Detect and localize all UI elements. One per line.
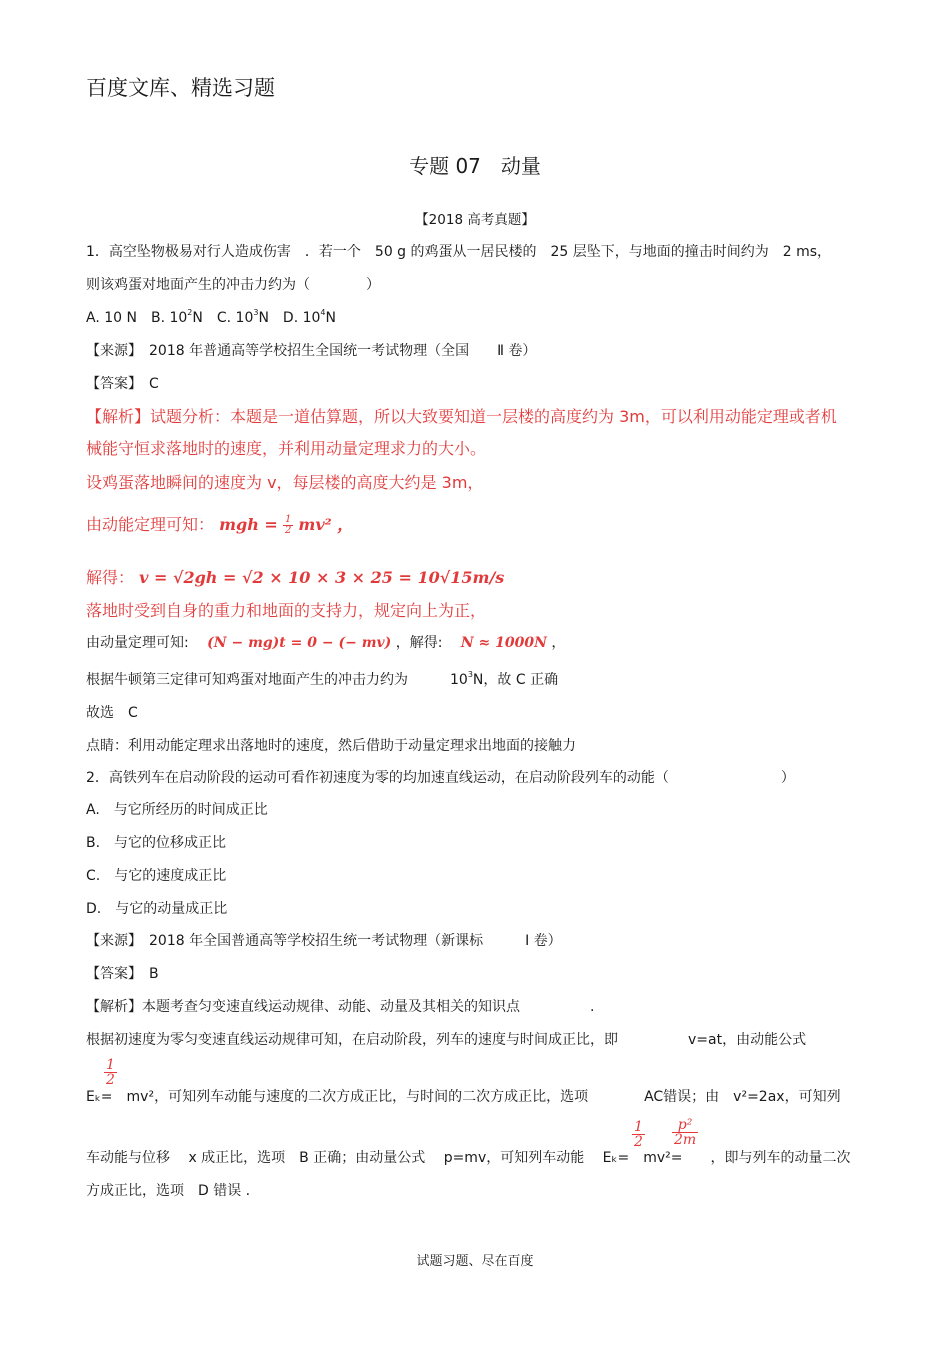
- q2-option-b: B. 与它的位移成正比: [86, 835, 227, 851]
- q2-option-d: D. 与它的动量成正比: [86, 901, 228, 917]
- analysis-text: 解得：: [86, 568, 135, 587]
- q2-source: 【来源】 2018 年全国普通高等学校招生统一考试物理（新课标 Ⅰ 卷）: [86, 933, 562, 949]
- exponent: 4: [320, 308, 326, 317]
- q1-analysis-line1: 【解析】试题分析：本题是一道估算题，所以大致要知道一层楼的高度约为 3m，可以利用动能定理或者机: [86, 407, 837, 426]
- q1-option-d: N: [325, 310, 336, 326]
- analysis-text: ，解得:: [395, 635, 457, 651]
- formula-momentum: (N − mg)t = 0 − (− mv): [207, 635, 392, 651]
- q1-note: 点睛：利用动能定理求出落地时的速度，然后借助于动量定理求出地面的接触力: [86, 738, 576, 754]
- fraction-one-half: $\frac{1}{2}$: [106, 1057, 115, 1088]
- q1-option-c: N D. 10: [258, 310, 321, 326]
- q2-analysis-line3: Eₖ= mv²，可知列车动能与速度的二次方成正比，与时间的二次方成正比，选项 AC错误；由 v²=2ax，可知列: [86, 1089, 841, 1105]
- exponent: 2: [187, 308, 193, 317]
- q2-stem: 2．高铁列车在启动阶段的运动可看作初速度为零的均加速直线运动，在启动阶段列车的动能（ ）: [86, 770, 795, 786]
- q1-choice: 故选 C: [86, 705, 138, 721]
- analysis-text: 根据牛顿第三定律可知鸡蛋对地面产生的冲击力约为 10: [86, 672, 468, 688]
- page-header: 百度文库、精选习题: [86, 76, 275, 100]
- q1-stem-line2: 则该鸡蛋对地面产生的冲击力约为（ ）: [86, 277, 380, 293]
- q1-options: [86, 307, 336, 327]
- formula-force: N ≈ 1000N: [460, 635, 547, 651]
- page-footer: 试题习题、尽在百度: [416, 1254, 534, 1269]
- fraction-one-half: $\frac{1}{2}$: [634, 1119, 643, 1150]
- q1-source: 【来源】 2018 年普通高等学校招生全国统一考试物理（全国 Ⅱ 卷）: [86, 343, 537, 359]
- q1-analysis-line2: 械能守恒求落地时的速度，并利用动量定理求力的大小。: [86, 439, 487, 458]
- q1-stem-line1: 1．高空坠物极易对行人造成伤害 ．若一个 50 g 的鸡蛋从一居民楼的 25 层坠下，与地面的撞击时间约为 2 ms，: [86, 244, 832, 260]
- analysis-text: N，故 C 正确: [472, 672, 559, 688]
- formula-velocity: v = √2gh = √2 × 10 × 3 × 25 = 10√15m/s: [139, 568, 505, 587]
- q1-analysis-line5: [86, 565, 504, 588]
- q2-answer: 【答案】 B: [86, 966, 159, 982]
- q1-analysis-line7: [86, 632, 565, 652]
- formula-energy: mgh =: [219, 515, 278, 534]
- q2-analysis-line2: 根据初速度为零匀变速直线运动规律可知，在启动阶段，列车的速度与时间成正比，即 v=at，由动能公式: [86, 1032, 807, 1048]
- q1-option-a: A. 10 N B. 10: [86, 310, 188, 326]
- exponent: 3: [253, 308, 259, 317]
- formula-energy-tail: mv² ，: [298, 515, 354, 534]
- q2-option-c: C. 与它的速度成正比: [86, 868, 227, 884]
- q1-analysis-line3: 设鸡蛋落地瞬间的速度为 v，每层楼的高度大约是 3m，: [86, 473, 484, 492]
- analysis-text: 由动能定理可知：: [86, 515, 215, 534]
- analysis-text: 由动量定理可知:: [86, 635, 203, 651]
- q2-analysis-line1: 【解析】本题考查匀变速直线运动规律、动能、动量及其相关的知识点 .: [86, 999, 595, 1015]
- q2-analysis-line5: 方成正比，选项 D 错误 .: [86, 1183, 251, 1199]
- fraction-one-half: $\frac{1}{2}$: [284, 514, 292, 536]
- fraction-p2-over-2m: $\frac{\text{p²}}{2m}$: [674, 1117, 697, 1148]
- q2-analysis-line4: 车动能与位移 x 成正比，选项 B 正确；由动量公式 p=mv，可知列车动能 Eₖ= mv²= ，即与列车的动量二次: [86, 1150, 851, 1166]
- page-title: 专题 07 动量: [409, 154, 541, 178]
- section-heading: 【2018 高考真题】: [415, 212, 535, 228]
- q1-option-b: N C. 10: [192, 310, 254, 326]
- q2-option-a: A. 与它所经历的时间成正比: [86, 802, 268, 818]
- q1-answer: 【答案】 C: [86, 376, 159, 392]
- q1-analysis-line8: [86, 669, 558, 689]
- analysis-text: ，: [551, 635, 566, 651]
- q1-analysis-line4: [86, 512, 353, 536]
- exponent: 3: [467, 670, 473, 679]
- q1-analysis-line6: 落地时受到自身的重力和地面的支持力，规定向上为正，: [86, 601, 487, 620]
